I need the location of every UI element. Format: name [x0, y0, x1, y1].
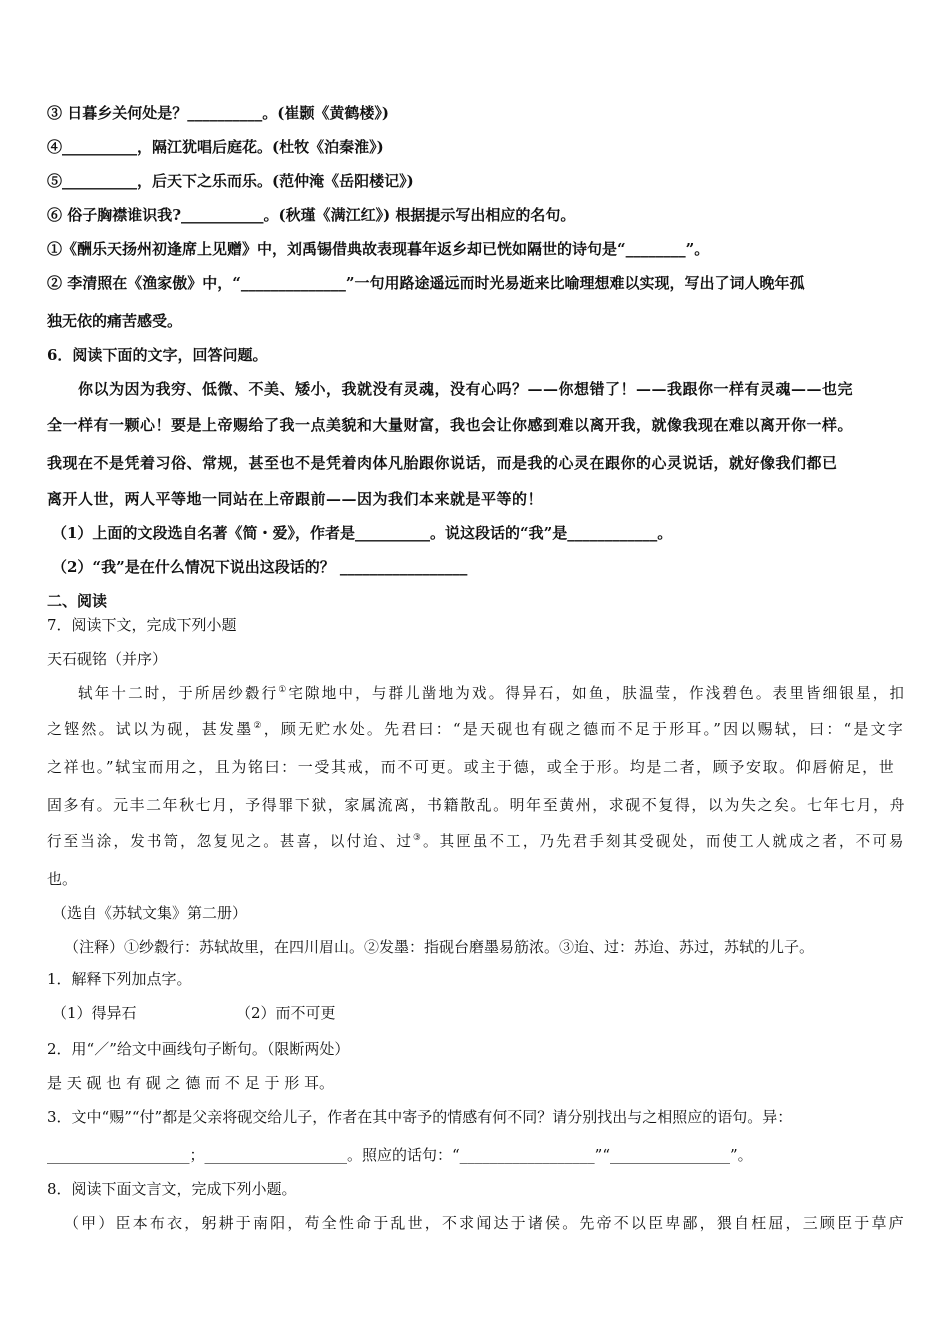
fill-line-8b: 独无依的痛苦感受。: [47, 312, 183, 330]
fill-line-7: ①《酬乐天扬州初逢席上见赠》中，刘禹锡借典故表现暮年返乡却已恍如隔世的诗句是“________”。: [47, 240, 710, 258]
q7-title: 7．阅读下文，完成下列小题: [47, 616, 237, 634]
fill-line-8a: ② 李清照在《渔家傲》中，“______________”一句用路途遥远而时光易逝来比喻理想难以实现，写出了词人晚年孤: [47, 274, 805, 292]
q7-text-line-2: 之铿然。试以为砚，甚发墨②，顾无贮水处。先君曰：“是天砚也有砚之德而不足于形耳。”因以赐轼，曰：“是文字: [47, 720, 905, 738]
section-heading: 二、阅读: [47, 592, 108, 610]
fill-line-3: ③ 日暮乡关何处是？__________。(崔颢《黄鹤楼》): [47, 104, 389, 122]
q7-text-line-4: 固多有。元丰二年秋七月，予得罪下狱，家属流离，书籍散乱。明年至黄州，求砚不复得，以为失之矣。七年七月，舟: [47, 796, 907, 814]
q7-text-line-1: 轼年十二时，于所居纱縠行①宅隙地中，与群儿凿地为戏。得异石，如鱼，肤温莹，作浅碧色。表里皆细银星，扣: [78, 684, 907, 702]
q7-text-line-6: 也。: [47, 870, 78, 888]
q7-question-1: 1．解释下列加点字。: [47, 970, 192, 988]
q7-heading: 天石砚铭（并序）: [47, 650, 168, 668]
fill-line-6: ⑥ 俗子胸襟谁识我?___________。(秋瑾《满江红》) 根据提示写出相应的名句。: [47, 206, 576, 224]
q6-title: 6．阅读下面的文字，回答问题。: [47, 346, 268, 364]
fill-line-5: ⑤__________，后天下之乐而乐。(范仲淹《岳阳楼记》): [47, 172, 414, 190]
q7-text-line-3: 之祥也。”轼宝而用之，且为铭曰：一受其戒，而不可更。或主于德，或全于形。均是二者，顾予安取。仰唇俯足，世: [47, 758, 896, 776]
q7-note: （注释）①纱縠行：苏轼故里，在四川眉山。②发墨：指砚台磨墨易筋浓。③迨、过：苏迨、苏过，苏轼的儿子。: [64, 938, 815, 956]
q7-question-2-sentence: 是 天 砚 也 有 砚 之 德 而 不 足 于 形 耳。: [47, 1074, 334, 1092]
q7-source: （选自《苏轼文集》第二册）: [52, 904, 248, 922]
q7-question-3: 3．文中“赐”“付”都是父亲将砚交给儿子，作者在其中寄予的情感有何不同？请分别找出与之相照应的语句。异：: [47, 1108, 793, 1126]
q8-text-line-1: （甲）臣本布衣，躬耕于南阳，苟全性命于乱世，不求闻达于诸侯。先帝不以臣卑鄙，猥自枉屈，三顾臣于草庐: [64, 1214, 906, 1232]
q6-sub-1: （1）上面的文段选自名著《简・爱》，作者是__________。说这段话的“我”是____________。: [52, 524, 673, 542]
q7-question-3-blanks: ___________________；___________________。照应的话句：“__________________”“________________”。: [47, 1146, 753, 1164]
q6-passage-line-4: 离开人世，两人平等地一同站在上帝跟前——因为我们本来就是平等的！: [47, 490, 544, 508]
q7-question-1b: （2）而不可更: [236, 1004, 336, 1022]
q7-text-line-5: 行至当涂，发书笥，忽复见之。甚喜，以付迨、过③。其匣虽不工，乃先君手刻其受砚处，而使工人就成之者，不可易: [47, 832, 906, 850]
q6-sub-2: （2）“我”是在什么情况下说出这段话的？ _________________: [52, 558, 468, 576]
fill-line-4: ④__________，隔江犹唱后庭花。(杜牧《泊秦淮》): [47, 138, 384, 156]
q6-passage-line-1: 你以为因为我穷、低微、不美、矮小，我就没有灵魂，没有心吗？——你想错了！——我跟你一样有灵魂——也完: [78, 380, 854, 398]
q7-question-2: 2．用“／”给文中画线句子断句。（限断两处）: [47, 1040, 350, 1058]
q6-passage-line-3: 我现在不是凭着习俗、常规，甚至也不是凭着肉体凡胎跟你说话，而是我的心灵在跟你的心灵说话，就好像我们都已: [47, 454, 838, 472]
q6-passage-line-2: 全一样有一颗心！要是上帝赐给了我一点美貌和大量财富，我也会让你感到难以离开我，就像我现在难以离开你一样。: [47, 416, 854, 434]
q7-question-1a: （1）得异石: [52, 1004, 137, 1022]
q8-title: 8．阅读下面文言文，完成下列小题。: [47, 1180, 297, 1198]
